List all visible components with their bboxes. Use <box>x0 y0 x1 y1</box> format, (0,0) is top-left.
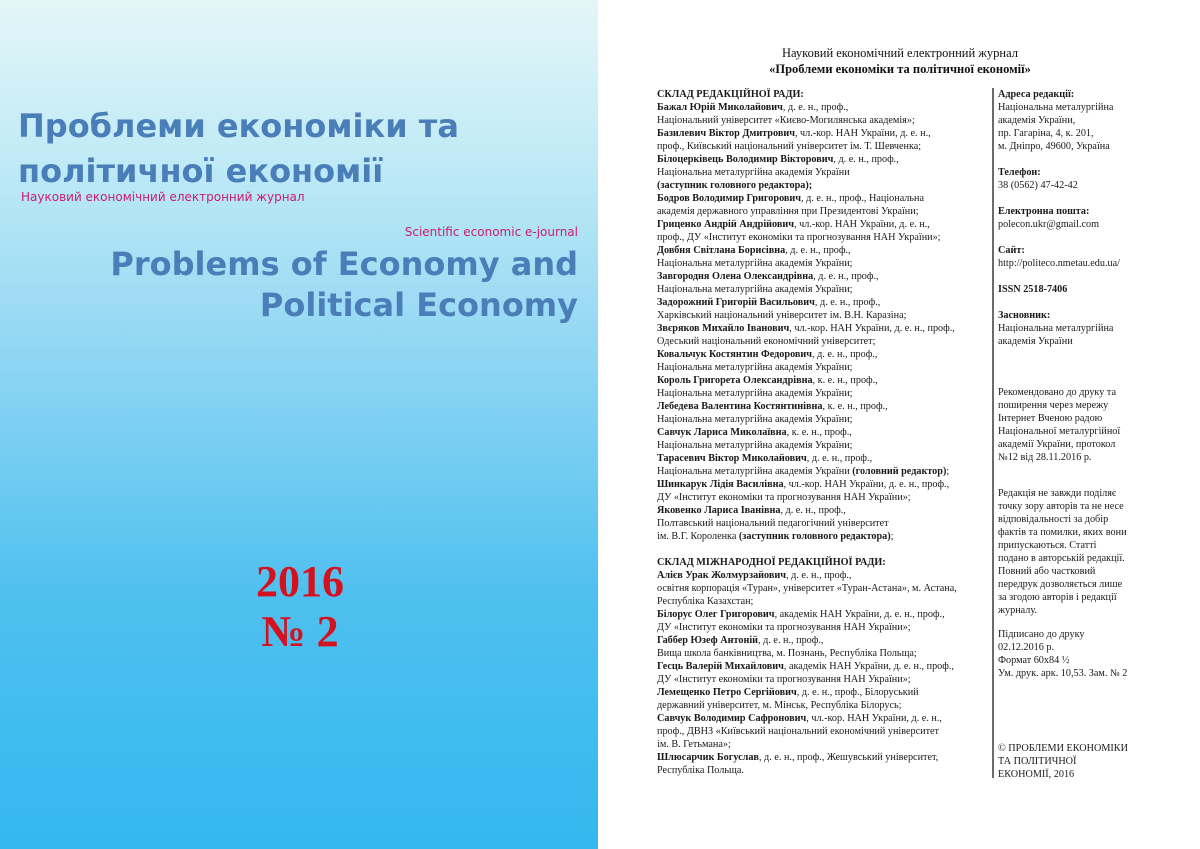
member-degrees: , чл.-кор. НАН України, д. е. н., <box>806 713 942 724</box>
member-name: Шлюсарчик Богуслав <box>657 752 759 763</box>
cover-title-english: Problems of Economy and Political Economy <box>110 245 578 324</box>
board-member <box>657 400 989 426</box>
board-member <box>657 270 989 296</box>
member-name: Довбня Світлана Борисівна <box>657 245 786 256</box>
board-member <box>657 296 989 322</box>
board-member <box>657 634 989 660</box>
board-member <box>657 101 989 127</box>
copyright-line: © ПРОБЛЕМИ ЕКОНОМІКИ <box>998 743 1128 754</box>
international-board-heading: СКЛАД МІЖНАРОДНОЇ РЕДАКЦІЙНОЇ РАДИ: <box>657 557 886 568</box>
disclaimer-line: припускаються. Статті <box>998 540 1097 551</box>
disclaimer-block <box>998 487 1148 617</box>
member-affiliation: ДУ «Інститут економіки та прогнозування НАН України»; <box>657 622 911 633</box>
board-member <box>657 153 989 192</box>
member-affiliation: Національна металургійна академія України; <box>657 440 853 451</box>
print-info-line: 02.12.2016 р. <box>998 642 1055 653</box>
member-name: Савчук Володимир Сафронович <box>657 713 807 724</box>
member-name: Яковенко Лариса Іванівна <box>657 505 781 516</box>
recommended-line: академії України, протокол <box>998 439 1116 450</box>
print-info-line: Ум. друк. арк. 10,53. Зам. № 2 <box>998 668 1128 679</box>
member-name: Лебедева Валентина Костянтинівна <box>657 401 823 412</box>
member-role: (заступник головного редактора) <box>738 531 891 542</box>
disclaimer-line: фактів та помилки, яких вони <box>998 527 1127 538</box>
print-info-line: Формат 60х84 ½ <box>998 655 1070 666</box>
member-affiliation: Республіка Казахстан; <box>657 596 754 607</box>
board-member <box>657 348 989 374</box>
board-member <box>657 218 989 244</box>
email-value: polecon.ukr@gmail.com <box>998 219 1100 230</box>
phone-value: 38 (0562) 47-42-42 <box>998 180 1078 191</box>
member-role: (заступник головного редактора); <box>657 180 813 191</box>
member-affiliation: проф., ДВНЗ «Київський національний економічний університет <box>657 726 940 737</box>
member-affiliation: Вища школа банківництва, м. Познань, Республіка Польща; <box>657 648 917 659</box>
member-affiliation: Національна металургійна академія України; <box>657 258 853 269</box>
page-header <box>655 45 1145 77</box>
print-info-line: Підписано до друку <box>998 629 1085 640</box>
address-line: академія України, <box>998 115 1076 126</box>
member-name: Бажал Юрій Миколайович <box>657 102 783 113</box>
member-tail: ; <box>946 466 950 477</box>
board-member <box>657 374 989 400</box>
member-degrees: , д. е. н., проф., <box>786 570 852 581</box>
member-affiliation: освітня корпорація «Туран», університет «Туран-Астана», м. Астана, <box>657 583 957 594</box>
journal-name: «Проблеми економіки та політичної економії» <box>769 62 1031 76</box>
board-member <box>657 712 989 751</box>
board-member <box>657 244 989 270</box>
recommended-line: Рекомендовано до друку та <box>998 387 1116 398</box>
disclaimer-line: подано в авторській редакції. <box>998 553 1125 564</box>
member-name: Тарасевич Віктор Миколайович <box>657 453 807 464</box>
member-degrees: , чл.-кор. НАН України, д. е. н., проф., <box>789 323 955 334</box>
member-affiliation: Національна металургійна академія України <box>657 167 850 178</box>
member-degrees: , чл.-кор. НАН України, д. е. н., <box>794 128 931 139</box>
editorial-board-heading: СКЛАД РЕДАКЦІЙНОЇ РАДИ: <box>657 89 804 100</box>
member-degrees: , д. е. н., проф., <box>813 271 879 282</box>
founder-line: Національна металургійна <box>998 323 1114 334</box>
issn-value: ISSN 2518-7406 <box>998 284 1068 295</box>
member-affiliation: Національна металургійна академія України; <box>657 414 853 425</box>
member-degrees: , д. е. н., проф., <box>814 297 881 308</box>
journal-cover <box>0 0 598 849</box>
board-member <box>657 322 989 348</box>
founder-block <box>998 309 1148 348</box>
member-degrees: , д. е. н., проф., Білоруський <box>796 687 919 698</box>
editorial-board <box>657 88 989 777</box>
member-degrees: , к. е. н., проф., <box>812 375 878 386</box>
member-affiliation: ДУ «Інститут економіки та прогнозування НАН України»; <box>657 492 911 503</box>
member-degrees: , академік НАН України, д. е. н., проф., <box>783 661 954 672</box>
disclaimer-line: передрук дозволяється лише <box>998 579 1123 590</box>
member-affiliation: ім. В. Гетьмана»; <box>657 739 731 750</box>
member-degrees: , д. е. н., проф., <box>833 154 899 165</box>
editorial-member-list <box>657 101 989 543</box>
member-name: Звєряков Михайло Іванович <box>657 323 790 334</box>
disclaimer-line: Повний або частковий <box>998 566 1096 577</box>
member-name: Білоцерківець Володимир Вікторович <box>657 154 834 165</box>
member-name: Король Григорета Олександрівна <box>657 375 813 386</box>
address-label: Адреса редакції: <box>998 89 1075 100</box>
member-degrees: , д. е. н., проф., Національна <box>801 193 925 204</box>
member-name: Шинкарук Лідія Василівна <box>657 479 784 490</box>
phone-block <box>998 166 1148 192</box>
member-affiliation: Національна металургійна академія України; <box>657 284 853 295</box>
member-name: Габбер Юзеф Антоній <box>657 635 759 646</box>
member-degrees: , д. е. н., проф., Жешувський університет, <box>758 752 939 763</box>
member-name: Лемещенко Петро Сергійович <box>657 687 797 698</box>
board-member <box>657 478 989 504</box>
disclaimer-line: журналу. <box>998 605 1037 616</box>
board-member <box>657 127 989 153</box>
member-affiliation: Полтавський національний педагогічний університет <box>657 518 889 529</box>
address-block <box>998 88 1148 153</box>
member-degrees: , академік НАН України, д. е. н., проф., <box>774 609 945 620</box>
cover-year: 2016 <box>256 557 344 606</box>
member-name: Білорус Олег Григорович <box>657 609 775 620</box>
board-member <box>657 504 989 543</box>
founder-label: Засновник: <box>998 310 1051 321</box>
member-affiliation: ДУ «Інститут економіки та прогнозування НАН України»; <box>657 674 911 685</box>
member-affiliation: державний університет, м. Мінськ, Республіка Білорусь; <box>657 700 902 711</box>
site-block <box>998 244 1148 270</box>
member-affiliation: академія державного управління при Президентові України; <box>657 206 919 217</box>
recommended-line: поширення через мережу <box>998 400 1109 411</box>
member-degrees: , д. е. н., проф., <box>782 102 849 113</box>
member-affiliation: проф., Київський національний університет ім. Т. Шевченка; <box>657 141 922 152</box>
member-degrees: , д. е. н., проф., <box>812 349 878 360</box>
member-degrees: , д. е. н., проф., <box>780 505 846 516</box>
disclaimer-line: відповідальності за добір <box>998 514 1109 525</box>
address-line: м. Дніпро, 49600, Україна <box>998 141 1110 152</box>
print-info-block <box>998 628 1148 680</box>
member-name: Завгородня Олена Олександрівна <box>657 271 814 282</box>
column-divider <box>992 88 994 778</box>
recommended-line: №12 від 28.11.2016 р. <box>998 452 1092 463</box>
issn-block <box>998 283 1148 296</box>
board-member <box>657 452 989 478</box>
email-label: Електронна пошта: <box>998 206 1090 217</box>
recommended-line: Національної металургійної <box>998 426 1121 437</box>
international-member-list <box>657 569 989 777</box>
member-degrees: , к. е. н., проф., <box>822 401 888 412</box>
board-member <box>657 660 989 686</box>
member-name: Гесць Валерій Михайлович <box>657 661 784 672</box>
board-member <box>657 751 989 777</box>
copyright-line: ТА ПОЛІТИЧНОЇ <box>998 756 1077 767</box>
member-degrees: , чл.-кор. НАН України, д. е. н., проф., <box>783 479 950 490</box>
board-member <box>657 569 989 608</box>
member-name: Савчук Лариса Миколаївна <box>657 427 787 438</box>
member-degrees: , д. е. н., проф., <box>758 635 824 646</box>
member-degrees: , д. е. н., проф., <box>806 453 873 464</box>
member-role: (головний редактор) <box>852 466 947 477</box>
copyright-line: ЕКОНОМІЇ, 2016 <box>998 769 1075 780</box>
cover-subtitle-ukrainian: Науковий економічний електронний журнал <box>21 190 305 204</box>
address-line: Національна металургійна <box>998 102 1114 113</box>
member-name: Задорожний Григорій Васильович <box>657 297 815 308</box>
cover-issue-number: № 2 <box>261 607 339 656</box>
board-member <box>657 686 989 712</box>
member-affiliation: Національна металургійна академія України <box>657 466 850 477</box>
member-name: Гриценко Андрій Андрійович <box>657 219 795 230</box>
recommended-block <box>998 386 1148 464</box>
disclaimer-line: Редакція не завжди поділяє <box>998 488 1117 499</box>
member-name: Базилевич Віктор Дмитрович <box>657 128 795 139</box>
recommended-line: Інтернет Вченою радою <box>998 413 1103 424</box>
member-name: Ковальчук Костянтин Федорович <box>657 349 813 360</box>
disclaimer-line: за згодою авторів і редакції <box>998 592 1117 603</box>
member-affiliation: Національна металургійна академія України; <box>657 362 853 373</box>
member-affiliation: Національна металургійна академія України; <box>657 388 853 399</box>
board-member <box>657 608 989 634</box>
member-affiliation: Республіка Польща. <box>657 765 744 776</box>
founder-line: академія України <box>998 336 1073 347</box>
cover-subtitle-english: Scientific economic e-journal <box>404 225 578 239</box>
member-affiliation: проф., ДУ «Інститут економіки та прогнозування НАН України»; <box>657 232 941 243</box>
member-degrees: , к. е. н., проф., <box>786 427 852 438</box>
cover-title-ukrainian: Проблеми економіки та політичної економії <box>18 107 459 190</box>
member-tail: ; <box>890 531 894 542</box>
journal-type: Науковий економічний електронний журнал <box>781 46 1019 60</box>
member-affiliation: Національний університет «Києво-Могилянська академія»; <box>657 115 915 126</box>
member-affiliation: Харківський національний університет ім. В.Н. Каразіна; <box>657 310 907 321</box>
site-label: Сайт: <box>998 245 1025 256</box>
copyright-block <box>998 742 1148 781</box>
phone-label: Телефон: <box>998 167 1041 178</box>
site-value: http://politeco.nmetau.edu.ua/ <box>998 258 1120 269</box>
board-member <box>657 426 989 452</box>
board-member <box>657 192 989 218</box>
email-block <box>998 205 1148 231</box>
disclaimer-line: точку зору авторів та не несе <box>998 501 1124 512</box>
member-affiliation: ім. В.Г. Короленка <box>657 531 737 542</box>
member-affiliation: Одеський національний економічний університет; <box>657 336 876 347</box>
member-name: Алієв Урак Жолмурзайович <box>657 570 786 581</box>
member-degrees: , чл.-кор. НАН України, д. е. н., <box>794 219 930 230</box>
address-line: пр. Гагаріна, 4, к. 201, <box>998 128 1094 139</box>
member-degrees: , д. е. н., проф., <box>785 245 851 256</box>
member-name: Бодров Володимир Григорович <box>657 193 802 204</box>
